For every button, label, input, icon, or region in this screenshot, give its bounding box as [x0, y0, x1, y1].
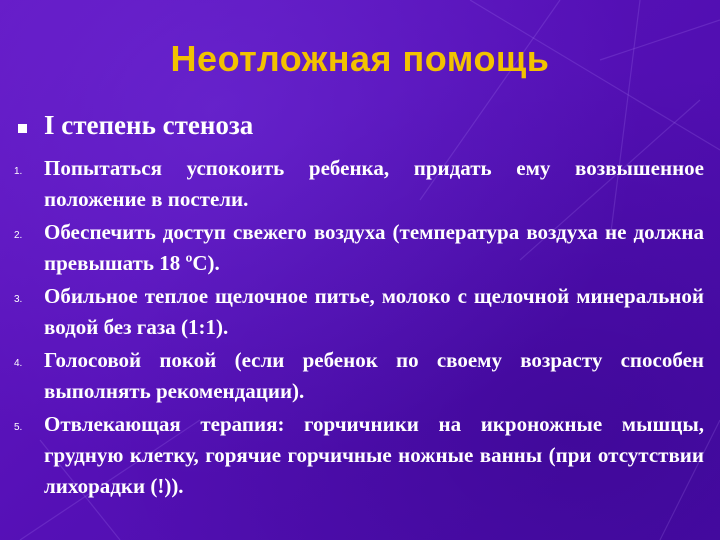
numbered-list [14, 153, 704, 504]
list-item-number: 3. [14, 294, 23, 305]
list-item [14, 409, 704, 502]
list-item [14, 217, 704, 279]
list-item-text: Голосовой покой (если ребенок по своему возрасту способен выполнять рекомендации). [44, 348, 704, 403]
slide-title: Неотложная помощь [170, 38, 550, 79]
list-item-number: 4. [14, 358, 23, 369]
list-item-text: Обильное теплое щелочное питье, молоко с щелочной минеральной водой без газа (1:1). [44, 284, 704, 339]
list-item-text: Попытаться успокоить ребенка, придать ему возвышенное положение в постели. [44, 156, 704, 211]
list-item [14, 153, 704, 215]
list-item-text: Обеспечить доступ свежего воздуха (температура воздуха не должна превышать 18 ºС). [44, 220, 704, 275]
list-item [14, 345, 704, 407]
list-item-number: 2. [14, 230, 23, 241]
heading-row [14, 110, 704, 144]
list-item [14, 281, 704, 343]
section-heading: I степень стеноза [44, 110, 254, 140]
list-item-text: Отвлекающая терапия: горчичники на икроножные мышцы, грудную клетку, горячие горчичные ножные ванны (при отсутствии лихорадки (!)). [44, 412, 704, 498]
list-item-number: 1. [14, 166, 23, 177]
list-item-number: 5. [14, 422, 23, 433]
square-bullet-icon [18, 124, 27, 133]
